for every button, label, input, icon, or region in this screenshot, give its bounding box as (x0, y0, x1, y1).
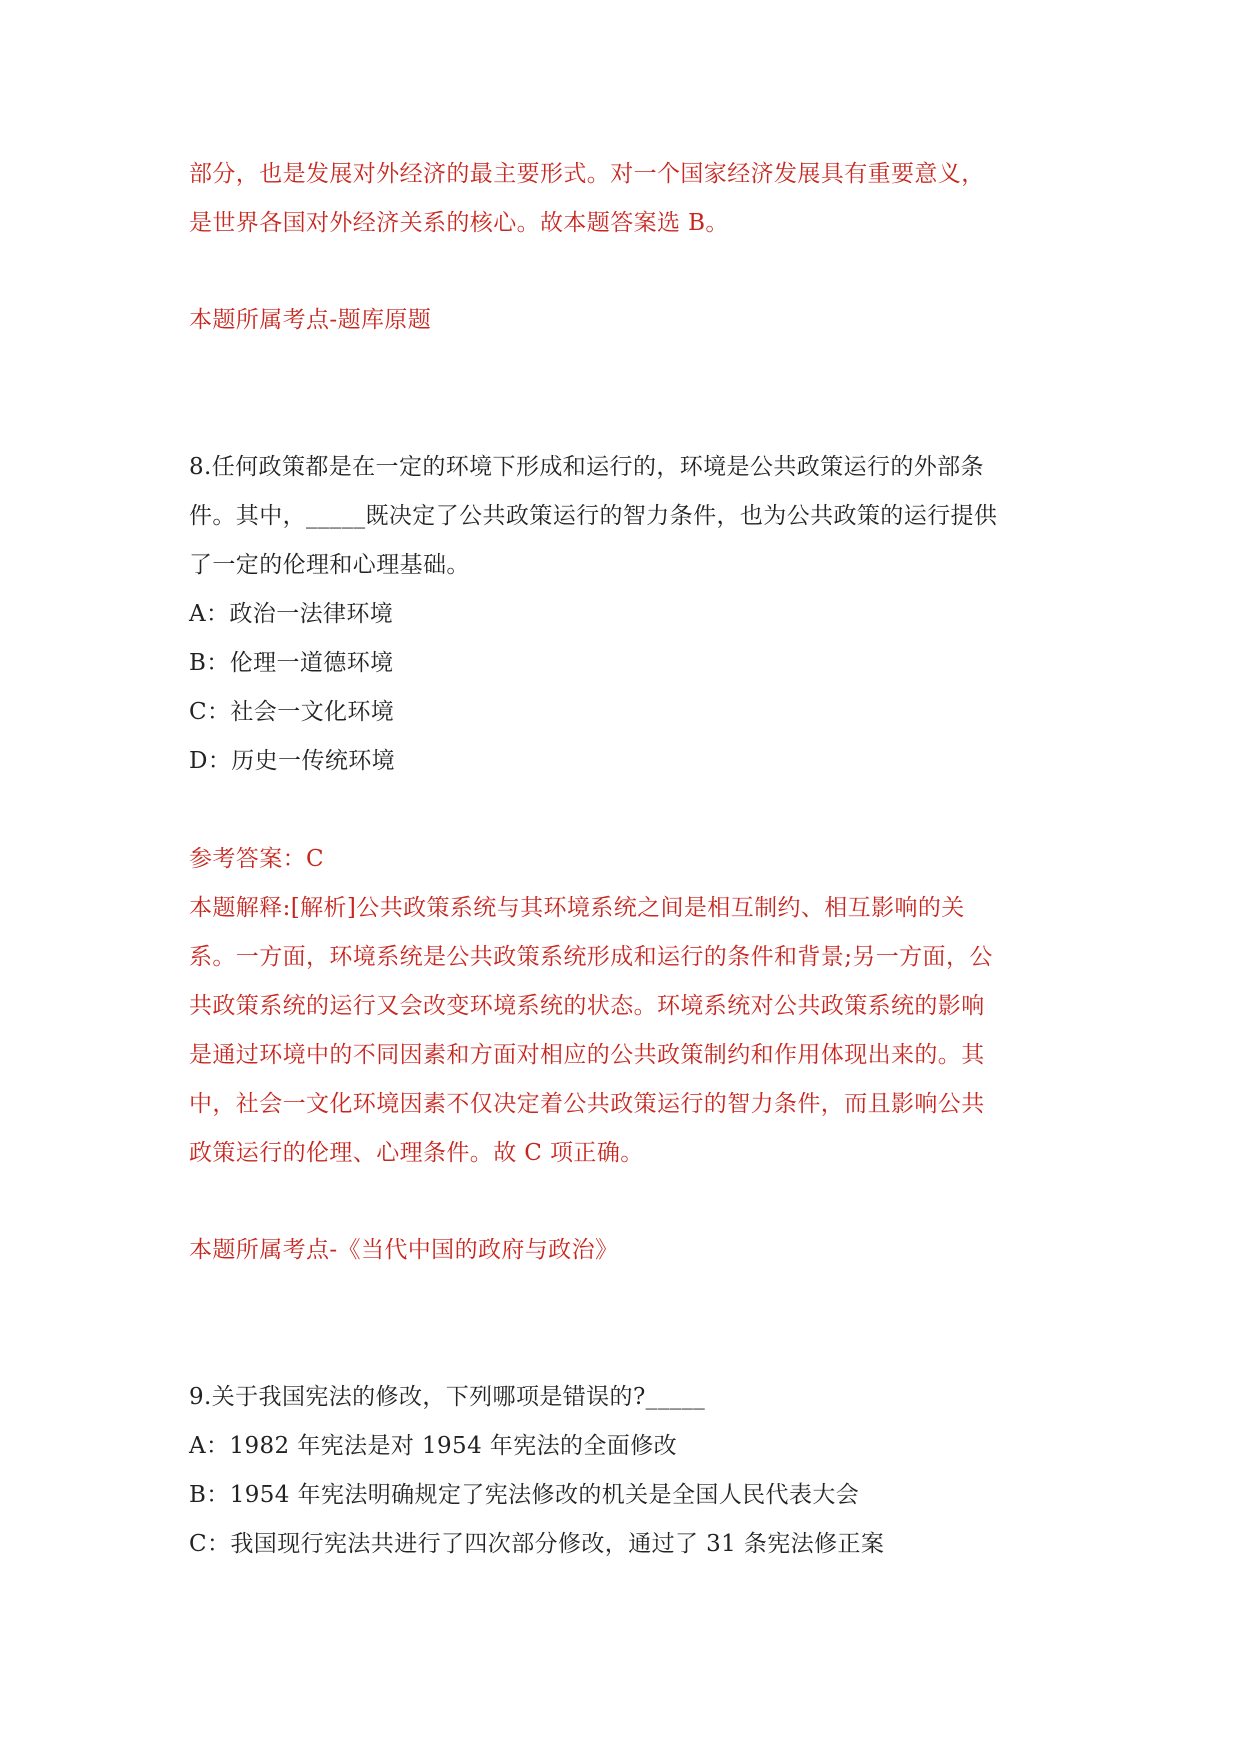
q9-option-b: B：1954 年宪法明确规定了宪法修改的机关是全国人民代表大会 (189, 1482, 860, 1508)
q8-explanation-line: 共政策系统的运行又会改变环境系统的状态。环境系统对公共政策系统的影响 (189, 993, 985, 1019)
q9-option-c: C：我国现行宪法共进行了四次部分修改，通过了 31 条宪法修正案 (189, 1531, 885, 1557)
q8-stem-line: 8.任何政策都是在一定的环境下形成和运行的，环境是公共政策运行的外部条 (189, 454, 984, 480)
q8-stem-line: 了一定的伦理和心理基础。 (189, 552, 470, 578)
prev-topic: 本题所属考点-题库原题 (189, 307, 432, 333)
q8-option-a: A：政治一法律环境 (189, 601, 394, 627)
q8-explanation-line: 中，社会一文化环境因素不仅决定着公共政策运行的智力条件，而且影响公共 (189, 1091, 985, 1117)
q9-stem: 9.关于我国宪法的修改，下列哪项是错误的?_____ (189, 1384, 706, 1410)
prev-explanation-line: 部分，也是发展对外经济的最主要形式。对一个国家经济发展具有重要意义， (189, 161, 985, 187)
q8-option-c: C：社会一文化环境 (189, 699, 395, 725)
q8-stem-line: 件。其中，_____既决定了公共政策运行的智力条件，也为公共政策的运行提供 (189, 503, 998, 529)
q8-explanation-line: 本题解释:[解析]公共政策系统与其环境系统之间是相互制约、相互影响的关 (189, 895, 965, 921)
q8-topic: 本题所属考点-《当代中国的政府与政治》 (189, 1237, 619, 1263)
q9-option-a: A：1982 年宪法是对 1954 年宪法的全面修改 (189, 1433, 678, 1459)
q8-option-b: B：伦理一道德环境 (189, 650, 394, 676)
q8-explanation-line: 政策运行的伦理、心理条件。故 C 项正确。 (189, 1140, 644, 1166)
q8-option-d: D：历史一传统环境 (189, 748, 396, 774)
q8-explanation-line: 是通过环境中的不同因素和方面对相应的公共政策制约和作用体现出来的。其 (189, 1042, 985, 1068)
q8-answer: 参考答案：C (189, 846, 324, 872)
prev-explanation-line: 是世界各国对外经济关系的核心。故本题答案选 B。 (189, 210, 729, 236)
q8-explanation-line: 系。一方面，环境系统是公共政策系统形成和运行的条件和背景;另一方面，公 (189, 944, 993, 970)
